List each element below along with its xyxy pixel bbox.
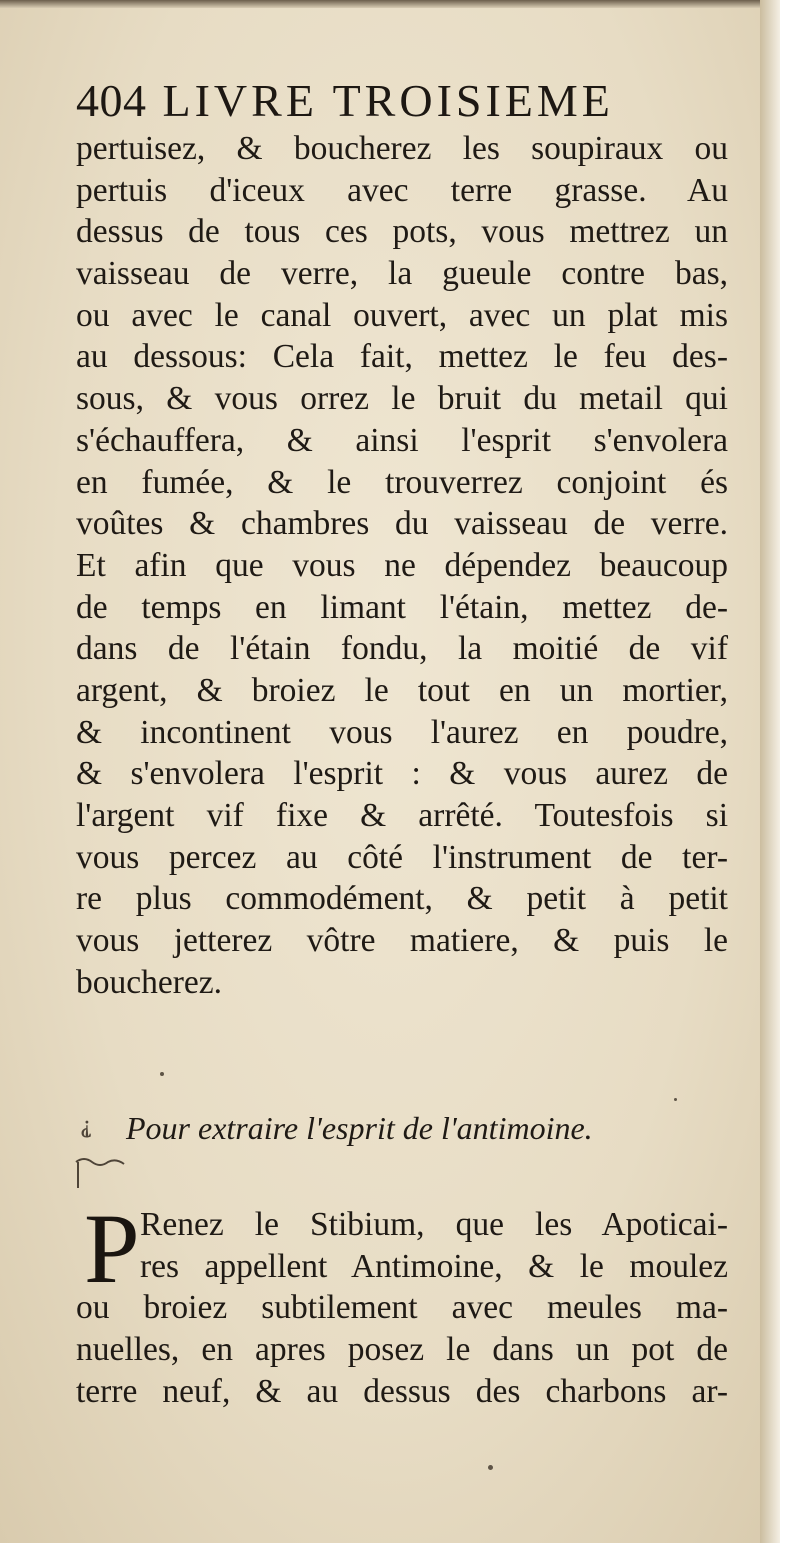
drop-cap: P bbox=[84, 1193, 140, 1304]
paragraph-1 bbox=[76, 128, 728, 1003]
text-line: re plus commodément, & petit à petit bbox=[76, 880, 728, 918]
text-line: ou avec le canal ouvert, avec un plat mis bbox=[76, 296, 728, 334]
text-line: argent, & broiez le tout en un mortier, bbox=[76, 671, 728, 709]
text-line: vous jetterez vôtre matiere, & puis le bbox=[76, 922, 728, 960]
text-line: vous percez au côté l'instrument de ter- bbox=[76, 838, 728, 876]
running-title: LIVRE TROISIEME bbox=[162, 75, 614, 126]
text-line: en fumée, & le trouverrez conjoint és bbox=[76, 463, 728, 501]
paper-speck bbox=[674, 1098, 677, 1101]
text-line: Et afin que vous ne dépendez beaucoup bbox=[76, 546, 728, 584]
text-line: nuelles, en apres posez le dans un pot de bbox=[76, 1331, 728, 1369]
text-line: pertuis d'iceux avec terre grasse. Au bbox=[76, 171, 728, 209]
text-line: & incontinent vous l'aurez en poudre, bbox=[76, 713, 728, 751]
paper-speck bbox=[488, 1465, 493, 1470]
text-line: s'échauffera, & ainsi l'esprit s'envolera bbox=[76, 421, 728, 459]
text-line: de temps en limant l'étain, mettez de- bbox=[76, 588, 728, 626]
page-top-edge bbox=[0, 0, 780, 8]
text-line: dessus de tous ces pots, vous mettrez un bbox=[76, 213, 728, 251]
text-line: & s'envolera l'esprit : & vous aurez de bbox=[76, 755, 728, 793]
text-line: Renez le Stibium, que les Apoticai- bbox=[140, 1206, 728, 1243]
section-title: Pour extraire l'esprit de l'antimoine. bbox=[126, 1110, 593, 1146]
text-line: res appellent Antimoine, & le moulez bbox=[140, 1247, 728, 1285]
text-line: l'argent vif fixe & arrêté. Toutesfois si bbox=[76, 797, 728, 834]
text-line: voûtes & chambres du vaisseau de verre. bbox=[76, 505, 728, 543]
text-line: ou broiez subtilement avec meules ma- bbox=[76, 1289, 728, 1327]
page-right-edge bbox=[760, 0, 780, 1543]
text-line: pertuisez, & boucherez les soupiraux ou bbox=[76, 130, 728, 167]
text-line: au dessous: Cela fait, mettez le feu des- bbox=[76, 338, 728, 376]
text-line: boucherez. bbox=[76, 963, 223, 1001]
paragraph-2 bbox=[76, 1193, 728, 1412]
page-number: 404 bbox=[76, 75, 147, 126]
text-line: sous, & vous orrez le bruit du metail qui bbox=[76, 380, 728, 418]
page-header bbox=[76, 74, 614, 127]
ornament-flourish-icon bbox=[72, 1152, 142, 1192]
paper-speck bbox=[160, 1072, 164, 1076]
text-line: dans de l'étain fondu, la moitié de vif bbox=[76, 630, 728, 668]
text-line: vaisseau de verre, la gueule contre bas, bbox=[76, 255, 728, 293]
marginal-mark-icon: ⸘ bbox=[80, 1113, 92, 1138]
text-line: terre neuf, & au dessus des charbons ar- bbox=[76, 1372, 728, 1410]
